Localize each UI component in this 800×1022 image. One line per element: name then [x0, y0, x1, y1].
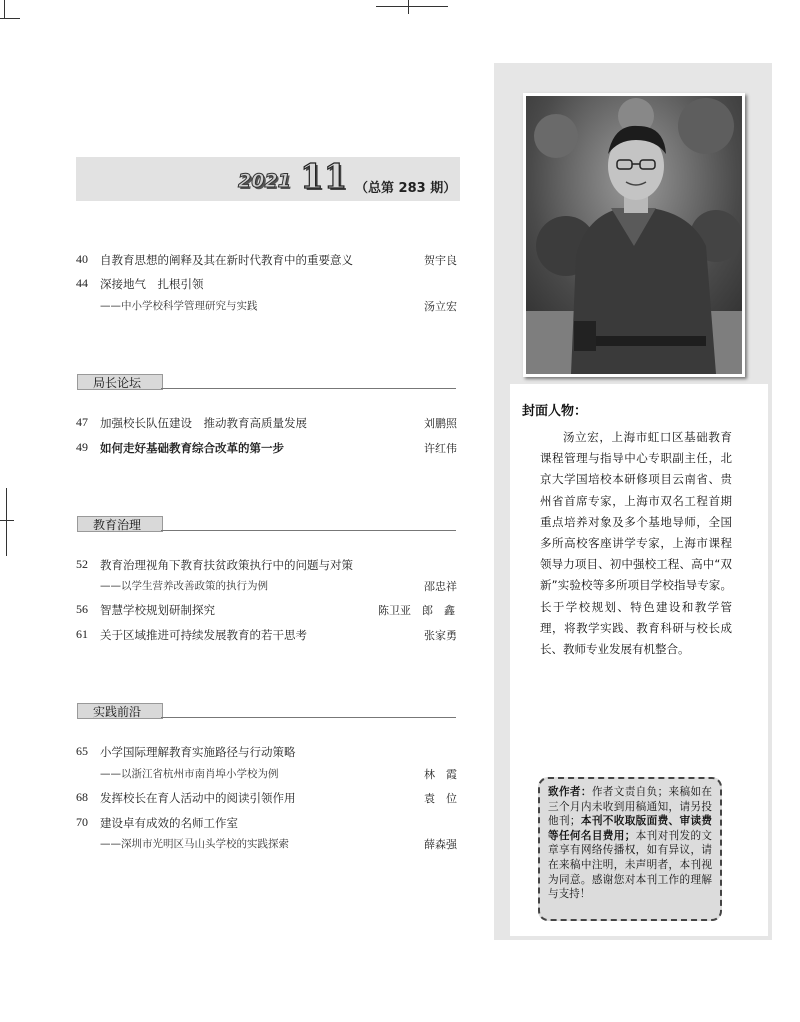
issue-year: 2021 [238, 170, 291, 192]
toc-page-number: 68 [76, 790, 88, 804]
toc-page-number: 49 [76, 440, 88, 454]
toc-author: 许红伟 [424, 442, 457, 455]
section-title: 局长论坛 [93, 376, 142, 390]
toc-author: 薛森强 [424, 838, 457, 851]
toc-page-number: 65 [76, 744, 88, 758]
section-title: 实践前沿 [93, 705, 142, 719]
crop-mark [0, 18, 20, 19]
crop-mark [6, 488, 7, 556]
toc-title[interactable]: 加强校长队伍建设 推动教育高质量发展 [100, 416, 307, 430]
toc-author: 袁 位 [424, 792, 457, 805]
cover-photo-image [526, 96, 742, 374]
toc-title[interactable]: 深接地气 扎根引领 [100, 277, 204, 291]
toc-author: 贺宇良 [424, 254, 457, 267]
crop-mark [0, 520, 14, 521]
toc-title[interactable]: 自教育思想的阐释及其在新时代教育中的重要意义 [100, 253, 353, 267]
crop-mark [4, 0, 5, 18]
toc-subtitle: ——以浙江省杭州市南肖埠小学校为例 [100, 768, 279, 780]
section-title: 教育治理 [93, 518, 142, 532]
notice-part-1: 作者文责自负；来稿如在三个月内未收到用稿通知，请另投他刊； [548, 786, 713, 828]
issue-month: 11 [300, 157, 348, 197]
toc-title[interactable]: 发挥校长在育人活动中的阅读引领作用 [100, 791, 296, 805]
toc-title[interactable]: 关于区域推进可持续发展教育的若干思考 [100, 628, 307, 642]
toc-author: 汤立宏 [424, 300, 457, 313]
toc-page-number: 56 [76, 602, 88, 616]
toc-author: 刘鹏照 [424, 417, 457, 430]
toc-page-number: 40 [76, 252, 88, 266]
cover-person-photo [523, 93, 745, 377]
toc-page-number: 44 [76, 276, 88, 290]
toc-page-number: 52 [76, 557, 88, 571]
notice-part-2: 本刊不收取版面费、审读费等任何名目费用； [548, 815, 713, 842]
toc-author: 陈卫亚 郎 鑫 [378, 604, 455, 617]
section-divider [161, 717, 456, 718]
toc-title[interactable]: 智慧学校规划研制探究 [100, 603, 215, 617]
toc-page-number: 47 [76, 415, 88, 429]
issue-total-number: （总第 283 期） [355, 181, 457, 196]
crop-mark [408, 0, 409, 14]
section-divider [161, 388, 456, 389]
toc-title[interactable]: 如何走好基础教育综合改革的第一步 [100, 441, 284, 455]
notice-part-3: 本刊对刊发的文章享有网络传播权，如有异议，请在来稿中注明，未声明者，本刊视为同意。感谢您对本刊工作的理解与支持！ [548, 829, 712, 901]
toc-subtitle: ——中小学校科学管理研究与实践 [100, 300, 258, 312]
toc-page-number: 61 [76, 627, 88, 641]
notice-lead: 致作者： [548, 786, 592, 798]
toc-title[interactable]: 教育治理视角下教育扶贫政策执行中的问题与对策 [100, 558, 353, 572]
toc-author: 邵忠祥 [424, 580, 457, 593]
toc-title[interactable]: 建设卓有成效的名师工作室 [100, 816, 238, 830]
toc-author: 张家勇 [424, 629, 457, 642]
crop-mark [376, 6, 448, 7]
toc-page-number: 70 [76, 815, 88, 829]
section-divider [161, 530, 456, 531]
cover-heading: 封面人物： [522, 404, 588, 419]
toc-title[interactable]: 小学国际理解教育实施路径与行动策略 [100, 745, 296, 759]
toc-subtitle: ——深圳市光明区马山头学校的实践探索 [100, 838, 289, 850]
toc-subtitle: ——以学生营养改善政策的执行为例 [100, 580, 268, 592]
toc-author: 林 霞 [424, 768, 457, 781]
cover-description: 汤立宏，上海市虹口区基础教育课程管理与指导中心专职副主任，北京大学国培校本研修项目云南省、贵州省首席专家，上海市双名工程首期重点培养对象及多个基地导师，全国多所高校客座讲学专家，上海市课程领导力项目、初中强校工程、高中“双新”实验校等多所项目学校指导专家。长于学校规划、特色建设和教学管理，将教学实践、教育科研与校长成长、教师专业发展有机整合。 [540, 430, 732, 657]
author-notice [548, 785, 712, 902]
